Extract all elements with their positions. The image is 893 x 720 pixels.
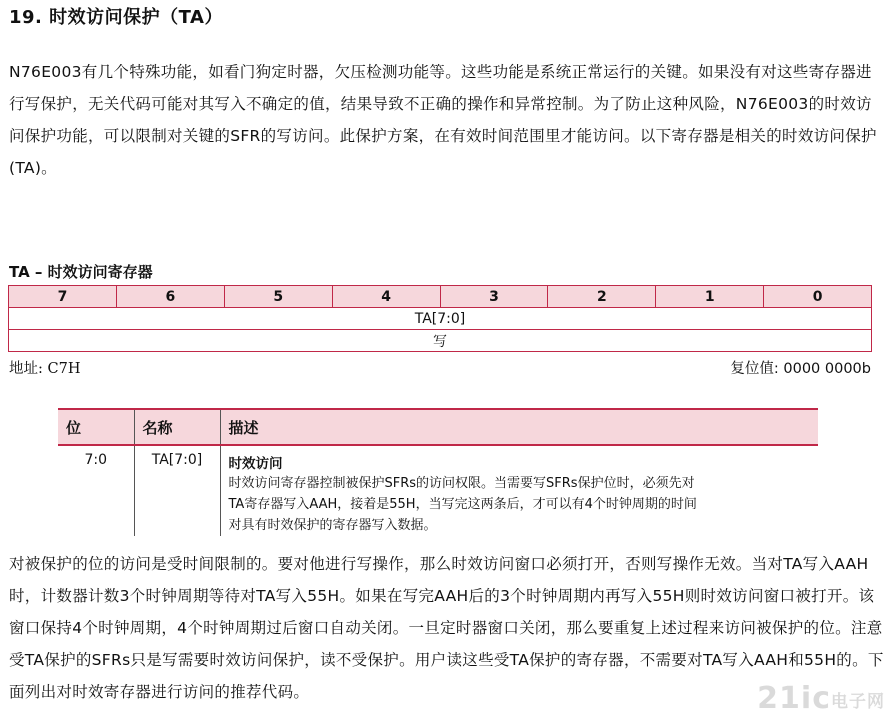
header-name: 名称 — [134, 409, 220, 445]
description-line: 对具有时效保护的寄存器写入数据。 — [228, 518, 437, 533]
row-bit: 7:0 — [84, 452, 108, 468]
row-name: TA[7:0] — [134, 445, 220, 536]
register-bit-table — [8, 285, 872, 352]
section-heading: 19. 时效访问保护（TA） — [9, 7, 223, 28]
header-description: 描述 — [220, 409, 818, 445]
description-line: TA寄存器写入AAH，接着是55H，当写完这两条后，才可以有4个时钟周期的时间 — [228, 497, 697, 512]
description-title: 时效访问 — [228, 456, 283, 472]
intro-paragraph — [9, 56, 884, 184]
watermark-logo — [757, 681, 885, 716]
bit-7: 7 — [9, 286, 117, 308]
header-bit: 位 — [58, 409, 134, 445]
bit-4: 4 — [332, 286, 440, 308]
bit-3: 3 — [440, 286, 548, 308]
bit-1: 1 — [656, 286, 764, 308]
bit-6: 6 — [116, 286, 224, 308]
body-paragraph — [9, 548, 884, 708]
description-line: 时效访问寄存器控制被保护SFRs的访问权限。当需要写SFRs保护位时，必须先对 — [228, 476, 695, 491]
body-text: 对被保护的位的访问是受时间限制的。要对他进行写操作，那么时效访问窗口必须打开，否则写操作无效。当对TA写入AAH时，计数器计数3个时钟周期等待对TA写入55H。如果在写完AAH后的3个时钟周期内再写入55H则时效访问窗口被打开。该窗口保持4个时钟周期，4个时钟周期过后窗口自动关闭。一旦定时器窗口关闭，那么要重复上述过程来访问被保护的位。注意受TA保护的SFRs只是写需要时效访问保护，读不受保护。用户读这些受TA保护的寄存器，不需要对TA写入AAH和55H的。下面列出对时效寄存器进行访问的推荐代码。 — [9, 555, 884, 701]
bit-description-table — [58, 408, 818, 536]
watermark-site: 电子网 — [831, 692, 885, 712]
register-address: 地址: C7H — [9, 361, 81, 377]
intro-text: N76E003有几个特殊功能，如看门狗定时器，欠压检测功能等。这些功能是系统正常运行的关键。如果没有对这些寄存器进行写保护，无关代码可能对其写入不确定的值，结果导致不正确的操作和异常控制。为了防止这种风险，N76E003的时效访问保护功能，可以限制对关键的SFR的写访问。此保护方案，在有效时间范围里才能访问。以下寄存器是相关的时效访问保护(TA)。 — [9, 63, 877, 177]
row-description — [220, 445, 818, 536]
watermark-brand: 21ic — [757, 681, 831, 716]
bit-5: 5 — [224, 286, 332, 308]
table-row — [58, 445, 818, 536]
register-access: 写 — [9, 330, 872, 352]
bit-0: 0 — [764, 286, 872, 308]
register-field: TA[7:0] — [9, 308, 872, 330]
bit-2: 2 — [548, 286, 656, 308]
register-title: TA – 时效访问寄存器 — [9, 263, 153, 281]
register-reset-value: 复位值: 0000 0000b — [730, 361, 871, 377]
